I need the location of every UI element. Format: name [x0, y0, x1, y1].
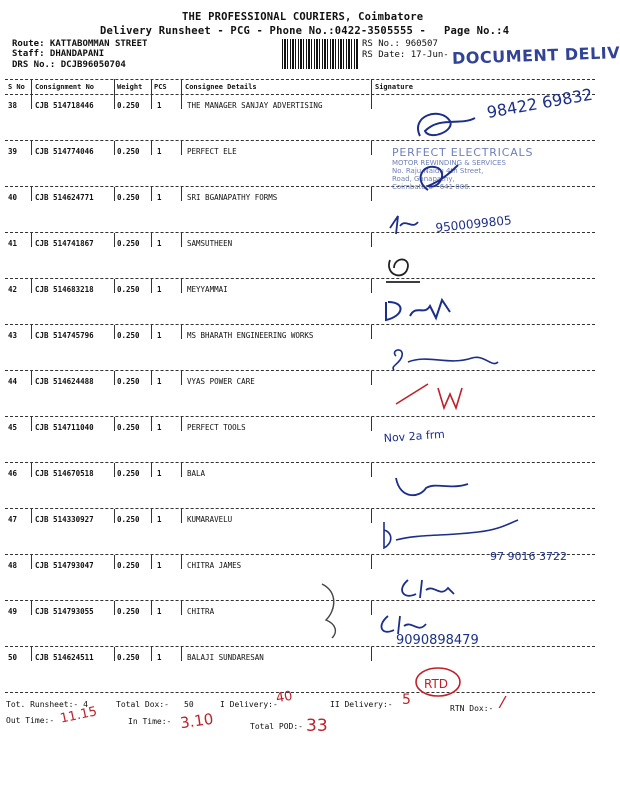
col-divider — [31, 647, 32, 661]
col-divider — [114, 141, 115, 155]
table-row — [5, 95, 595, 141]
cell-cn: CJB 514711040 — [35, 423, 94, 432]
cell-weight: 0.250 — [117, 469, 140, 478]
col-divider — [371, 95, 372, 109]
cell-consignee: SAMSUTHEEN — [187, 239, 233, 248]
cell-weight: 0.250 — [117, 653, 140, 662]
cell-sno: 44 — [8, 377, 18, 386]
col-pcs: PCS — [154, 83, 167, 91]
col-signature: Signature — [375, 83, 413, 91]
cell-cn: CJB 514741867 — [35, 239, 94, 248]
cell-cn: CJB 514330927 — [35, 515, 94, 524]
cell-weight: 0.250 — [117, 377, 140, 386]
table-row — [5, 601, 595, 647]
col-divider — [151, 95, 152, 109]
col-sno: S No — [8, 83, 25, 91]
cell-consignee: MEYYAMMAI — [187, 285, 228, 294]
col-weight: Weight — [117, 83, 143, 91]
cell-consignee: KUMARAVELU — [187, 515, 233, 524]
cell-pcs: 1 — [157, 377, 162, 386]
cell-sno: 42 — [8, 285, 18, 294]
cell-consignee: MS BHARATH ENGINEERING WORKS — [187, 331, 314, 340]
cell-pcs: 1 — [157, 423, 162, 432]
col-divider — [151, 325, 152, 339]
col-divider — [114, 509, 115, 523]
runsheet-line: Delivery Runsheet - PCG - Phone No.:0422-3505555 - — [100, 25, 427, 37]
cell-cn: CJB 514624511 — [35, 653, 94, 662]
col-divider — [181, 463, 182, 477]
col-divider — [31, 463, 32, 477]
cell-pcs: 1 — [157, 469, 162, 478]
cell-consignee: THE MANAGER SANJAY ADVERTISING — [187, 101, 323, 110]
out-time-label: Out Time:- — [6, 716, 55, 725]
cell-weight: 0.250 — [117, 193, 140, 202]
col-divider — [31, 95, 32, 109]
stamp-line: MOTOR REWINDING & SERVICES — [392, 159, 506, 167]
col-divider — [371, 463, 372, 477]
col-divider — [181, 79, 182, 95]
rs-date: RS Date: 17-Jun- — [362, 50, 449, 60]
handwritten-phone-39: 98422 69832 — [485, 84, 594, 122]
col-divider — [181, 601, 182, 615]
cell-weight: 0.250 — [117, 561, 140, 570]
col-divider — [31, 417, 32, 431]
table-row — [5, 509, 595, 555]
col-divider — [181, 141, 182, 155]
col-divider — [151, 279, 152, 293]
col-divider — [114, 95, 115, 109]
col-divider — [114, 647, 115, 661]
drs-number: DRS No.: DCJB96050704 — [12, 60, 126, 70]
barcode — [282, 39, 358, 69]
col-divider — [371, 647, 372, 661]
col-divider — [114, 463, 115, 477]
cell-pcs: 1 — [157, 193, 162, 202]
table-row — [5, 233, 595, 279]
table-row — [5, 555, 595, 601]
cell-consignee: PERFECT ELE — [187, 147, 237, 156]
stamp-line: Road, Ganapathy, — [392, 175, 455, 183]
cell-cn: CJB 514718446 — [35, 101, 94, 110]
col-divider — [371, 417, 372, 431]
col-divider — [31, 555, 32, 569]
cell-consignee: BALA — [187, 469, 206, 478]
col-divider — [151, 601, 152, 615]
col-divider — [114, 187, 115, 201]
rtn-dox-label: RTN Dox:- — [450, 704, 494, 713]
col-divider — [31, 371, 32, 385]
cell-pcs: 1 — [157, 561, 162, 570]
col-divider — [181, 371, 182, 385]
col-divider — [181, 417, 182, 431]
col-divider — [151, 555, 152, 569]
col-divider — [114, 233, 115, 247]
cell-pcs: 1 — [157, 653, 162, 662]
handwritten-in-time: 3.10 — [178, 709, 215, 733]
col-divider — [31, 141, 32, 155]
cell-pcs: 1 — [157, 285, 162, 294]
table-row — [5, 325, 595, 371]
col-divider — [371, 601, 372, 615]
cell-sno: 43 — [8, 331, 18, 340]
cell-consignee: SRI BGANAPATHY FORMS — [187, 193, 278, 202]
table-row — [5, 647, 595, 693]
handwritten-rtd: RTD — [424, 677, 449, 691]
cell-sno: 47 — [8, 515, 18, 524]
col-divider — [371, 187, 372, 201]
cell-weight: 0.250 — [117, 423, 140, 432]
cell-pcs: 1 — [157, 147, 162, 156]
col-divider — [31, 509, 32, 523]
in-time-label: In Time:- — [128, 717, 172, 726]
cell-sno: 45 — [8, 423, 18, 432]
col-divider — [151, 141, 152, 155]
col-divider — [114, 325, 115, 339]
handwritten-out-time: 11.15 — [58, 704, 99, 727]
cell-weight: 0.250 — [117, 239, 140, 248]
col-divider — [151, 371, 152, 385]
document-delivery-stamp: DOCUMENT DELIV — [451, 43, 620, 68]
col-divider — [371, 279, 372, 293]
handwritten-phone-49: 9090898479 — [396, 633, 479, 648]
handwritten-i-delivery: 40 — [274, 688, 294, 707]
cell-pcs: 1 — [157, 101, 162, 110]
cell-cn: CJB 514774046 — [35, 147, 94, 156]
col-divider — [151, 509, 152, 523]
cell-cn: CJB 514683218 — [35, 285, 94, 294]
cell-weight: 0.250 — [117, 607, 140, 616]
route: Route: KATTABOMMAN STREET — [12, 39, 148, 49]
table-top-line — [5, 79, 595, 80]
stamp-line: Coimbatore - 641 006. — [392, 183, 471, 191]
col-divider — [31, 279, 32, 293]
cell-consignee: PERFECT TOOLS — [187, 423, 246, 432]
total-dox-label: Total Dox:- — [116, 700, 169, 709]
stamp-title: PERFECT ELECTRICALS — [392, 146, 534, 159]
table-row — [5, 417, 595, 463]
col-divider — [371, 555, 372, 569]
col-divider — [181, 325, 182, 339]
cell-weight: 0.250 — [117, 147, 140, 156]
perfect-electricals-stamp — [392, 146, 562, 191]
cell-sno: 40 — [8, 193, 18, 202]
col-divider — [371, 371, 372, 385]
cell-cn: CJB 514670518 — [35, 469, 94, 478]
col-divider — [114, 601, 115, 615]
handwritten-total-pod: 33 — [306, 716, 328, 736]
col-divider — [371, 325, 372, 339]
col-divider — [371, 509, 372, 523]
cell-pcs: 1 — [157, 607, 162, 616]
col-divider — [114, 555, 115, 569]
cell-weight: 0.250 — [117, 101, 140, 110]
col-divider — [371, 233, 372, 247]
cell-weight: 0.250 — [117, 515, 140, 524]
company-name: THE PROFESSIONAL COURIERS, Coimbatore — [182, 11, 424, 23]
cell-consignee: VYAS POWER CARE — [187, 377, 255, 386]
total-pod-label: Total POD:- — [250, 722, 303, 731]
total-dox-value: 50 — [184, 700, 194, 709]
cell-sno: 50 — [8, 653, 18, 662]
col-divider — [371, 79, 372, 95]
rtn-dox-mark: / — [498, 691, 508, 712]
cell-cn: CJB 514745796 — [35, 331, 94, 340]
col-divider — [151, 187, 152, 201]
total-runsheet: Tot. Runsheet:- 4 — [6, 700, 88, 709]
handwritten-ii-delivery: 5 — [402, 692, 411, 708]
cell-sno: 39 — [8, 147, 18, 156]
col-divider — [181, 555, 182, 569]
cell-pcs: 1 — [157, 515, 162, 524]
cell-consignee: BALAJI SUNDARESAN — [187, 653, 264, 662]
cell-sno: 46 — [8, 469, 18, 478]
col-divider — [181, 647, 182, 661]
col-divider — [151, 417, 152, 431]
handwritten-phone-47: 97 9016 3722 — [490, 550, 567, 563]
col-divider — [31, 233, 32, 247]
cell-sno: 49 — [8, 607, 18, 616]
cell-cn: CJB 514624488 — [35, 377, 94, 386]
cell-pcs: 1 — [157, 331, 162, 340]
stamp-line: No. Raju Naidu 4th Street, — [392, 167, 484, 175]
col-divider — [114, 79, 115, 95]
page-number: Page No.:4 — [444, 25, 510, 37]
handwritten-phone-40: 9500099805 — [434, 213, 513, 235]
col-divider — [151, 463, 152, 477]
cell-sno: 41 — [8, 239, 18, 248]
cell-weight: 0.250 — [117, 331, 140, 340]
col-consignee: Consignee Details — [185, 83, 257, 91]
cell-sno: 38 — [8, 101, 18, 110]
table-row — [5, 371, 595, 417]
col-divider — [181, 233, 182, 247]
cell-weight: 0.250 — [117, 285, 140, 294]
cell-consignee: CHITRA JAMES — [187, 561, 242, 570]
col-consignment: Consignment No — [35, 83, 95, 91]
cell-consignee: CHITRA — [187, 607, 215, 616]
col-divider — [151, 647, 152, 661]
col-divider — [31, 79, 32, 95]
cell-sno: 48 — [8, 561, 18, 570]
handwritten-signature-45: Nov 2a frm — [383, 427, 446, 445]
cell-cn: CJB 514624771 — [35, 193, 94, 202]
ii-delivery-label: II Delivery:- — [330, 700, 393, 709]
col-divider — [181, 279, 182, 293]
col-divider — [114, 371, 115, 385]
col-divider — [181, 509, 182, 523]
col-divider — [371, 141, 372, 155]
col-divider — [114, 417, 115, 431]
col-divider — [31, 601, 32, 615]
table-row — [5, 187, 595, 233]
table-row — [5, 463, 595, 509]
table-row — [5, 279, 595, 325]
col-divider — [31, 325, 32, 339]
rs-number: RS No.: 960507 — [362, 39, 438, 49]
cell-pcs: 1 — [157, 239, 162, 248]
col-divider — [181, 187, 182, 201]
col-divider — [114, 279, 115, 293]
col-divider — [151, 233, 152, 247]
i-delivery-label: I Delivery:- — [220, 700, 278, 709]
col-divider — [181, 95, 182, 109]
staff: Staff: DHANDAPANI — [12, 49, 105, 59]
col-divider — [31, 187, 32, 201]
cell-cn: CJB 514793047 — [35, 561, 94, 570]
col-divider — [151, 79, 152, 95]
cell-cn: CJB 514793055 — [35, 607, 94, 616]
